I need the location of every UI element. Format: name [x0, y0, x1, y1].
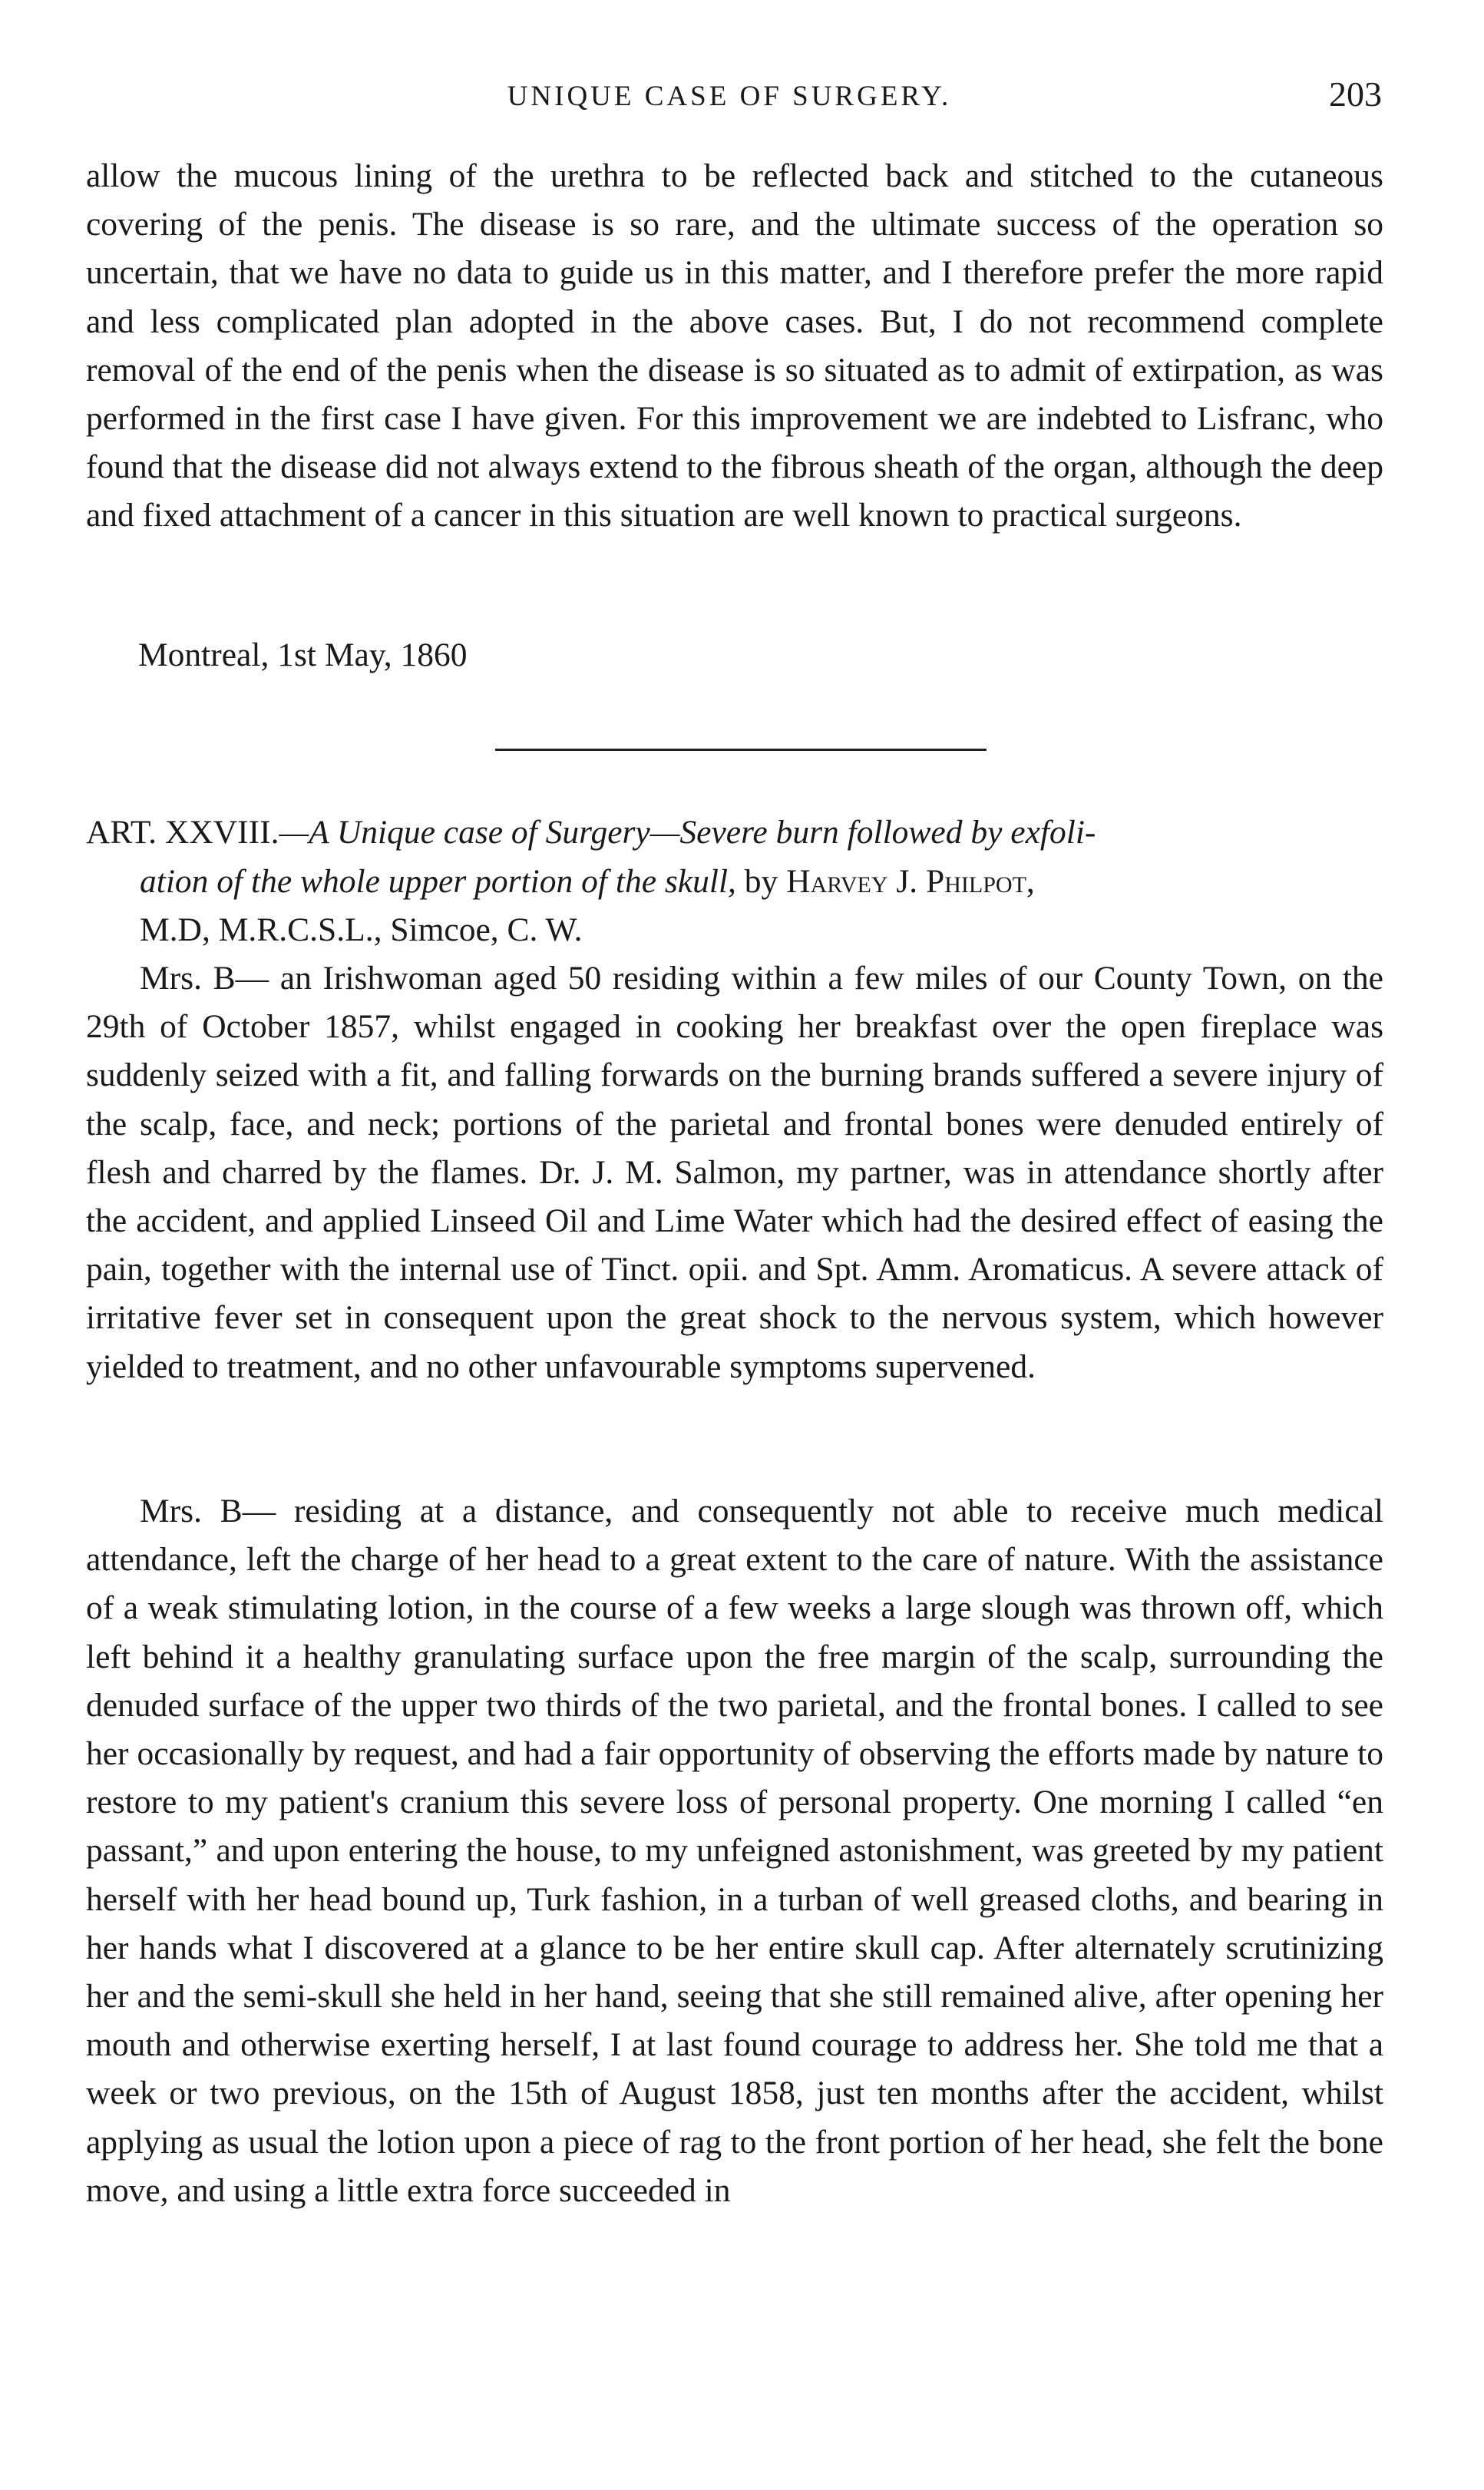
article-heading-line-1 [86, 809, 1383, 858]
article-heading-line-2 [86, 858, 1383, 907]
article-heading [86, 809, 1383, 955]
section-divider [495, 749, 987, 751]
article-paragraph-2: Mrs. B— residing at a distance, and consequently not able to receive much medical attendance, left the charge of her head to a great extent to the care of nature. With the assistance of a weak stimulating lotion, in the course of a few weeks a large slough was thrown off, which left behind it a healthy granulating surface upon the free margin of the scalp, surrounding the denuded surface of the upper two thirds of the two parietal, and the frontal bones. I called to see her occasionally by request, and had a fair opportunity of observing the efforts made by nature to restore to my patient's cranium this severe loss of personal property. One morning I called “en passant,” and upon entering the house, to my unfeigned astonishment, was greeted by my patient herself with her head bound up, Turk fashion, in a turban of well greased cloths, and bearing in her hands what I discovered at a glance to be her entire skull cap. After alternately scrutinizing her and the semi-skull she held in her hand, seeing that she still remained alive, after opening her mouth and otherwise exerting herself, I at last found courage to address her. She told me that a week or two previous, on the 15th of August 1858, just ten months after the accident, whilst applying as usual the lotion upon a piece of rag to the front portion of her head, she felt the bone move, and using a little extra force succeeded in [86, 1493, 1383, 2209]
article-title-part-2: ation of the whole upper portion of the skull, [140, 862, 736, 900]
page-number: 203 [1329, 74, 1382, 114]
article-title-part-1: —A Unique case of Surgery—Severe burn followed by exfoli- [279, 814, 1096, 851]
preceding-article-paragraph: allow the mucous lining of the urethra to be reflected back and stitched to the cutaneous covering of the penis. The disease is so rare, and the ultimate success of the operation so uncertain, that we have no data to guide us in this matter, and I therefore prefer the more rapid and less complicated plan adopted in the above cases. But, I do not recommend complete removal of the end of the penis when the disease is so situated as to admit of extirpation, as was performed in the first case I have given. For this improvement we are indebted to Lisfranc, who found that the disease did not always extend to the fibrous sheath of the organ, although the deep and fixed attachment of a cancer in this situation are well known to practical surgeons. [86, 157, 1383, 534]
article-by: by [735, 862, 787, 900]
article-number: ART. XXVIII. [86, 814, 279, 851]
running-head: UNIQUE CASE OF SURGERY. [507, 81, 952, 112]
article-paragraph-1: Mrs. B— an Irishwoman aged 50 residing within a few miles of our County Town, on the 29th of October 1857, whilst engaged in cooking her breakfast over the open fireplace was suddenly seized with a fit, and falling forwards on the burning brands suffered a severe injury of the scalp, face, and neck; portions of the parietal and frontal bones were denuded entirely of flesh and charred by the flames. Dr. J. M. Salmon, my partner, was in attendance shortly after the accident, and applied Linseed Oil and Lime Water which had the desired effect of easing the pain, together with the internal use of Tinct. opii. and Spt. Amm. Aromaticus. A severe attack of irritative fever set in consequent upon the great shock to the nervous system, which however yielded to treatment, and no other unfavourable symptoms supervened. [86, 960, 1383, 1385]
article-author-credentials: M.D, M.R.C.S.L., Simcoe, C. W. [140, 911, 583, 948]
signoff-date: Montreal, 1st May, 1860 [138, 637, 468, 673]
article-author: Harvey J. Philpot, [786, 862, 1035, 900]
page-header [77, 74, 1382, 120]
